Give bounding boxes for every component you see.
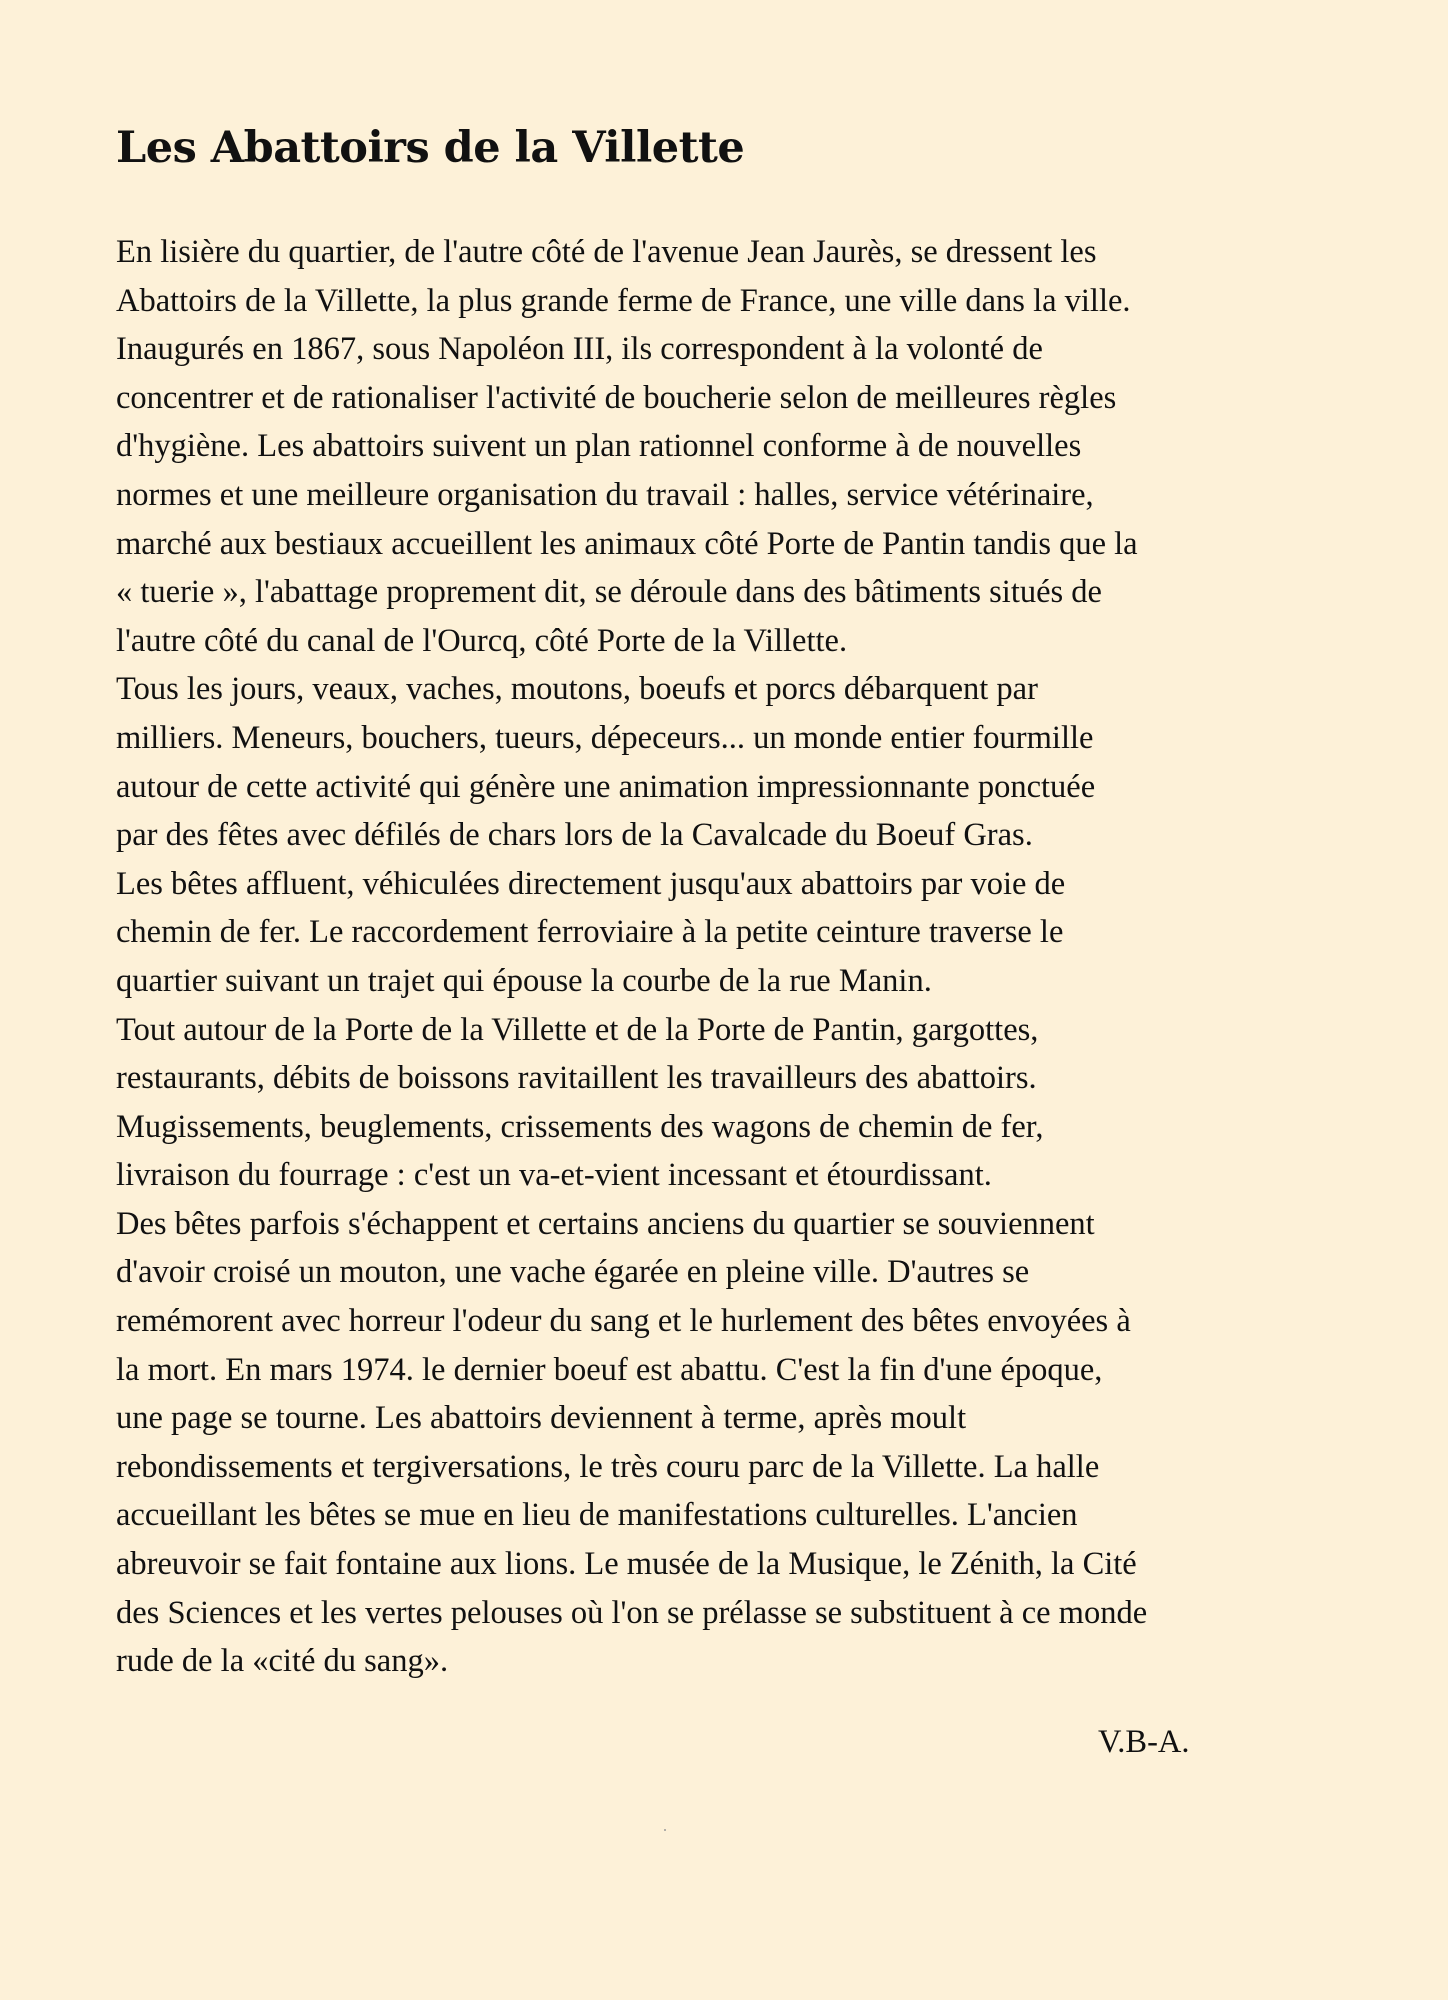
text-line: quartier suivant un trajet qui épouse la courbe de la rue Manin.	[116, 962, 932, 999]
text-line: Abattoirs de la Villette, la plus grande ferme de France, une ville dans la ville.	[116, 282, 1131, 319]
text-line: autour de cette activité qui génère une animation impressionnante ponctuée	[116, 768, 1096, 805]
text-line: Des bêtes parfois s'échappent et certains anciens du quartier se souviennent	[116, 1205, 1095, 1242]
text-line: livraison du fourrage : c'est un va-et-vient incessant et étourdissant.	[116, 1157, 992, 1194]
text-line: d'hygiène. Les abattoirs suivent un plan rationnel conforme à de nouvelles	[116, 428, 1082, 465]
page-title: Les Abattoirs de la Villette	[116, 123, 745, 173]
text-line: « tuerie », l'abattage proprement dit, se déroule dans des bâtiments situés de	[116, 574, 1102, 611]
text-line: marché aux bestiaux accueillent les animaux côté Porte de Pantin tandis que la	[116, 525, 1138, 562]
document-page	[116, 118, 1346, 1686]
text-line: accueillant les bêtes se mue en lieu de manifestations culturelles. L'ancien	[116, 1497, 1078, 1534]
text-line: une page se tourne. Les abattoirs deviennent à terme, après moult	[116, 1400, 967, 1437]
text-line: par des fêtes avec défilés de chars lors de la Cavalcade du Boeuf Gras.	[116, 817, 1033, 854]
text-line: l'autre côté du canal de l'Ourcq, côté Porte de la Villette.	[116, 622, 848, 659]
text-line: d'avoir croisé un mouton, une vache égarée en pleine ville. D'autres se	[116, 1254, 1030, 1291]
text-line: normes et une meilleure organisation du travail : halles, service vétérinaire,	[116, 476, 1094, 513]
text-line: rebondissements et tergiversations, le très couru parc de la Villette. La halle	[116, 1448, 1100, 1485]
author-signature: V.B-A.	[1098, 1724, 1190, 1760]
text-line: Mugissements, beuglements, crissements des wagons de chemin de fer,	[116, 1108, 1044, 1145]
text-line: Les bêtes affluent, véhiculées directement jusqu'aux abattoirs par voie de	[116, 865, 1066, 902]
text-line: restaurants, débits de boissons ravitaillent les travailleurs des abattoirs.	[116, 1060, 1037, 1097]
text-line: milliers. Meneurs, bouchers, tueurs, dépeceurs... un monde entier fourmille	[116, 719, 1094, 756]
text-line: Tout autour de la Porte de la Villette et de la Porte de Pantin, gargottes,	[116, 1011, 1039, 1048]
text-line: la mort. En mars 1974. le dernier boeuf est abattu. C'est la fin d'une époque,	[116, 1351, 1103, 1388]
text-line: concentrer et de rationaliser l'activité de boucherie selon de meilleures règles	[116, 379, 1117, 416]
text-line: remémorent avec horreur l'odeur du sang et le hurlement des bêtes envoyées à	[116, 1303, 1131, 1340]
text-line: En lisière du quartier, de l'autre côté de l'avenue Jean Jaurès, se dressent les	[116, 234, 1097, 270]
article-body	[116, 228, 1346, 1686]
text-line: rude de la «cité du sang».	[116, 1643, 449, 1680]
text-line: Inaugurés en 1867, sous Napoléon III, ils correspondent à la volonté de	[116, 331, 1043, 368]
text-line: Tous les jours, veaux, vaches, moutons, boeufs et porcs débarquent par	[116, 671, 1038, 708]
page-speck	[664, 1829, 666, 1831]
text-line: chemin de fer. Le raccordement ferroviaire à la petite ceinture traverse le	[116, 914, 1064, 951]
text-line: abreuvoir se fait fontaine aux lions. Le musée de la Musique, le Zénith, la Cité	[116, 1546, 1137, 1583]
text-line: des Sciences et les vertes pelouses où l'on se prélasse se substituent à ce monde	[116, 1594, 1148, 1631]
